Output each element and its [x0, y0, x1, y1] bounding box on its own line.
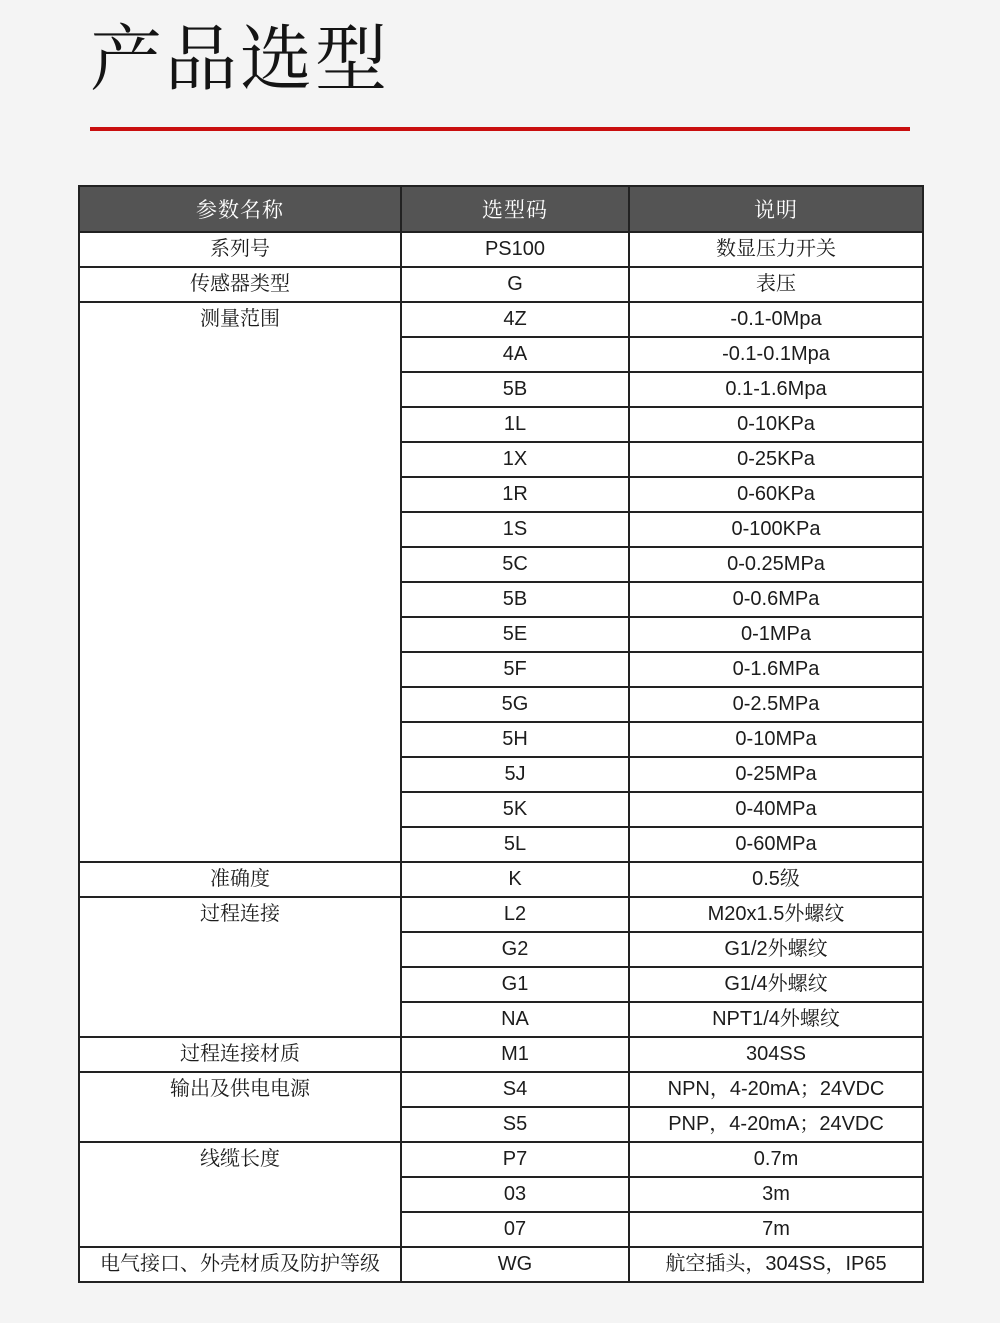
title-underline-rule — [90, 127, 910, 131]
desc-cell: 0-60MPa — [629, 827, 923, 862]
param-cell: 准确度 — [79, 862, 401, 897]
code-cell: 5E — [401, 617, 629, 652]
table-row — [79, 1037, 923, 1072]
desc-cell: PNP，4-20mA；24VDC — [629, 1107, 923, 1142]
code-cell: 1X — [401, 442, 629, 477]
desc-cell: 0.7m — [629, 1142, 923, 1177]
table-row — [79, 1072, 923, 1107]
header-row — [79, 186, 923, 232]
desc-cell: 0-25KPa — [629, 442, 923, 477]
desc-cell: 0-1MPa — [629, 617, 923, 652]
code-cell: 5F — [401, 652, 629, 687]
code-cell: PS100 — [401, 232, 629, 267]
code-cell: 5J — [401, 757, 629, 792]
desc-cell: NPT1/4外螺纹 — [629, 1002, 923, 1037]
column-header-code: 选型码 — [401, 186, 629, 232]
desc-cell: 0.1-1.6Mpa — [629, 372, 923, 407]
desc-cell: 3m — [629, 1177, 923, 1212]
desc-cell: 航空插头，304SS，IP65 — [629, 1247, 923, 1282]
code-cell: 5K — [401, 792, 629, 827]
code-cell: K — [401, 862, 629, 897]
desc-cell: 304SS — [629, 1037, 923, 1072]
desc-cell: 0-100KPa — [629, 512, 923, 547]
code-cell: 03 — [401, 1177, 629, 1212]
code-cell: G — [401, 267, 629, 302]
param-cell: 传感器类型 — [79, 267, 401, 302]
desc-cell: G1/2外螺纹 — [629, 932, 923, 967]
desc-cell: NPN，4-20mA；24VDC — [629, 1072, 923, 1107]
code-cell: 5L — [401, 827, 629, 862]
code-cell: L2 — [401, 897, 629, 932]
param-cell: 系列号 — [79, 232, 401, 267]
code-cell: 5G — [401, 687, 629, 722]
code-cell: 5B — [401, 372, 629, 407]
param-cell: 过程连接材质 — [79, 1037, 401, 1072]
desc-cell: 0-10KPa — [629, 407, 923, 442]
table-row — [79, 862, 923, 897]
desc-cell: 7m — [629, 1212, 923, 1247]
code-cell: S5 — [401, 1107, 629, 1142]
code-cell: M1 — [401, 1037, 629, 1072]
param-cell: 线缆长度 — [79, 1142, 401, 1247]
table-row — [79, 897, 923, 932]
param-cell: 输出及供电电源 — [79, 1072, 401, 1142]
code-cell: P7 — [401, 1142, 629, 1177]
code-cell: 1L — [401, 407, 629, 442]
desc-cell: 0-10MPa — [629, 722, 923, 757]
page-title: 产品选型 — [90, 20, 391, 100]
table-header — [79, 186, 923, 232]
desc-cell: 0-0.6MPa — [629, 582, 923, 617]
code-cell: S4 — [401, 1072, 629, 1107]
code-cell: 5H — [401, 722, 629, 757]
table-row — [79, 1142, 923, 1177]
code-cell: 5B — [401, 582, 629, 617]
code-cell: 4A — [401, 337, 629, 372]
desc-cell: G1/4外螺纹 — [629, 967, 923, 1002]
desc-cell: 0.5级 — [629, 862, 923, 897]
code-cell: WG — [401, 1247, 629, 1282]
param-cell: 电气接口、外壳材质及防护等级 — [79, 1247, 401, 1282]
product-selection-table — [78, 185, 924, 1283]
desc-cell: 0-2.5MPa — [629, 687, 923, 722]
param-cell: 过程连接 — [79, 897, 401, 1037]
code-cell: 07 — [401, 1212, 629, 1247]
code-cell: 1S — [401, 512, 629, 547]
code-cell: G1 — [401, 967, 629, 1002]
table-row — [79, 1247, 923, 1282]
code-cell: G2 — [401, 932, 629, 967]
desc-cell: M20x1.5外螺纹 — [629, 897, 923, 932]
code-cell: 1R — [401, 477, 629, 512]
code-cell: 4Z — [401, 302, 629, 337]
desc-cell: 0-1.6MPa — [629, 652, 923, 687]
code-cell: 5C — [401, 547, 629, 582]
desc-cell: 数显压力开关 — [629, 232, 923, 267]
column-header-param: 参数名称 — [79, 186, 401, 232]
column-header-desc: 说明 — [629, 186, 923, 232]
desc-cell: 0-60KPa — [629, 477, 923, 512]
table-row — [79, 232, 923, 267]
desc-cell: -0.1-0Mpa — [629, 302, 923, 337]
desc-cell: -0.1-0.1Mpa — [629, 337, 923, 372]
desc-cell: 0-25MPa — [629, 757, 923, 792]
desc-cell: 表压 — [629, 267, 923, 302]
param-cell: 测量范围 — [79, 302, 401, 862]
table-row — [79, 267, 923, 302]
code-cell: NA — [401, 1002, 629, 1037]
table-body — [79, 232, 923, 1282]
desc-cell: 0-0.25MPa — [629, 547, 923, 582]
table-row — [79, 302, 923, 337]
desc-cell: 0-40MPa — [629, 792, 923, 827]
